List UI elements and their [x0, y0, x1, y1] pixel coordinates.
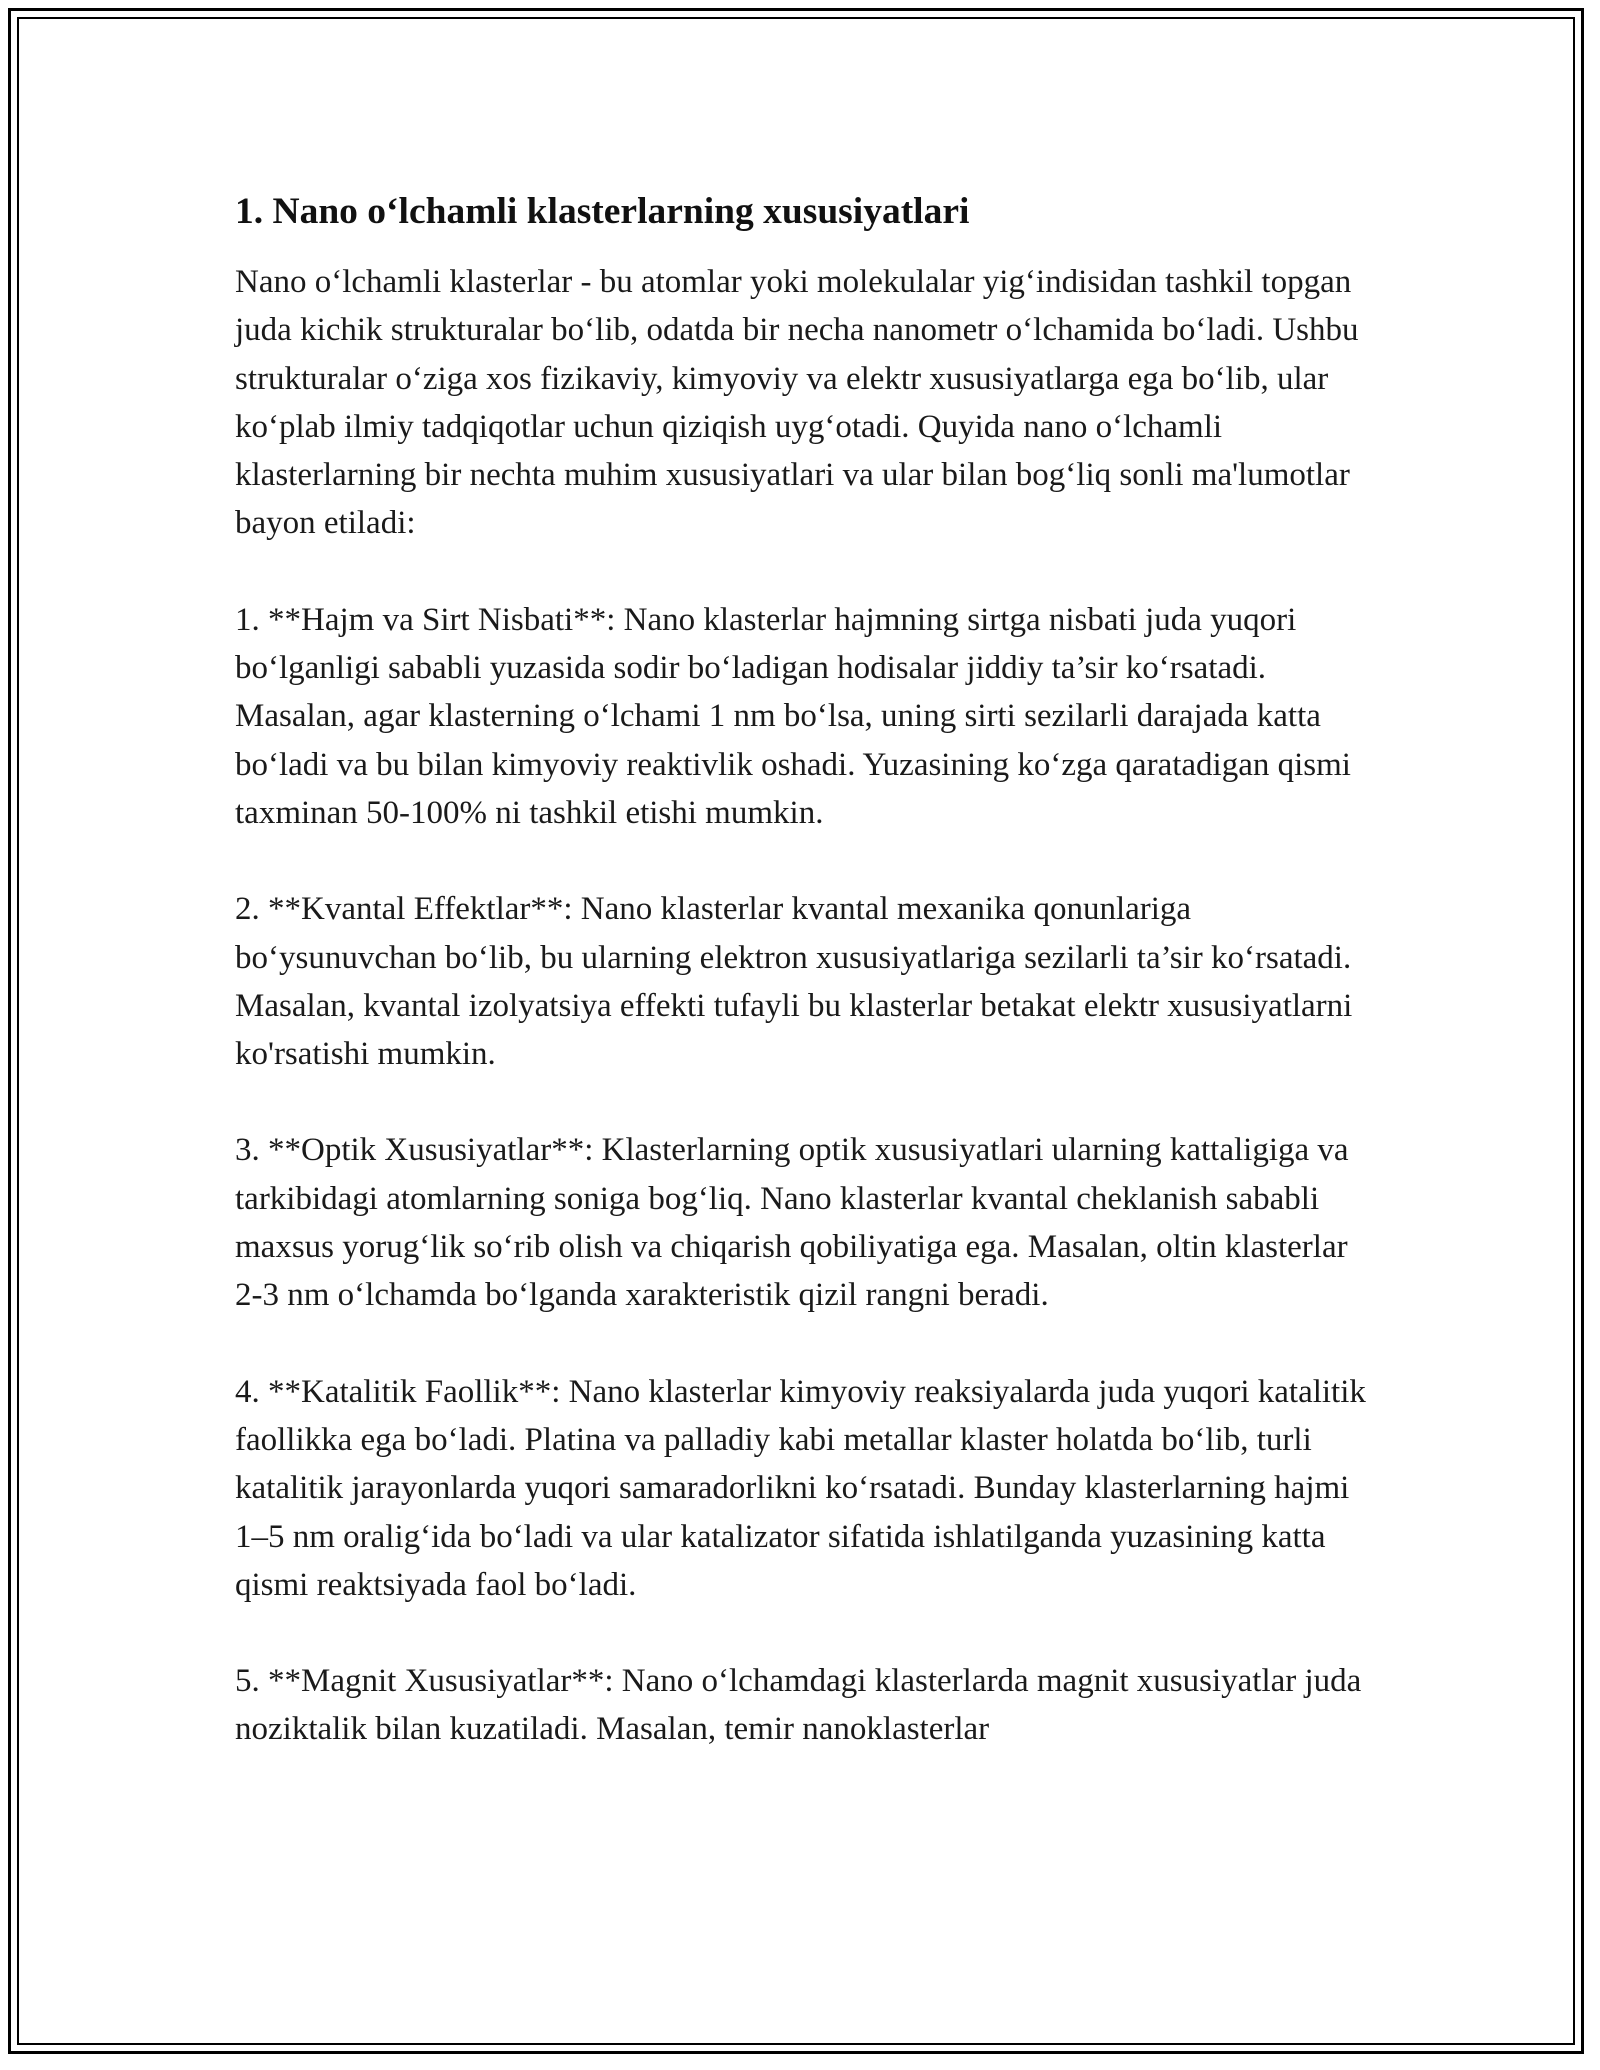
intro-paragraph: Nano o‘lchamli klasterlar - bu atomlar yoki molekulalar yig‘indisidan tashkil topgan juda kichik strukturalar bo‘lib, odatda bir necha nanometr o‘lchamida bo‘ladi. Ushbu strukturalar o‘ziga xos fizikaviy, kimyoviy va elektr xususiyatlarga ega bo‘lib, ular ko‘plab ilmiy tadqiqotlar uchun qiziqish uyg‘otadi. Quyida nano o‘lchamli klasterlarning bir nechta muhim xususiyatlari va ular bilan bog‘liq sonli ma'lumotlar bayon etiladi: [235, 264, 1359, 542]
section-heading: 1. Nano o‘lchamli klasterlarning xususiyatlari [235, 191, 970, 232]
paragraph-volume-surface-ratio: 1. **Hajm va Sirt Nisbati**: Nano klasterlar hajmning sirtga nisbati juda yuqori bo‘lganligi sababli yuzasida sodir bo‘ladigan hodisalar jiddiy ta’sir ko‘rsatadi. Masalan, agar klasterning o‘lchami 1 nm bo‘lsa, uning sirti sezilarli darajada katta bo‘ladi va bu bilan kimyoviy reaktivlik oshadi. Yuzasining ko‘zga qaratadigan qismi taxminan 50-100% ni tashkil etishi mumkin. [235, 601, 1351, 831]
paragraph-optical-properties: 3. **Optik Xususiyatlar**: Klasterlarning optik xususiyatlari ularning kattaligiga va tarkibidagi atomlarning soniga bog‘liq. Nano klasterlar kvantal cheklanish sababli maxsus yorug‘lik so‘rib olish va chiqarish qobiliyatiga ega. Masalan, oltin klasterlar 2-3 nm o‘lchamda bo‘lganda xarakteristik qizil rangni beradi. [235, 1132, 1349, 1314]
paragraph-catalytic-activity: 4. **Katalitik Faollik**: Nano klasterlar kimyoviy reaksiyalarda juda yuqori katalitik faollikka ega bo‘ladi. Platina va palladiy kabi metallar klaster holatda bo‘lib, turli katalitik jarayonlarda yuqori samaradorlikni ko‘rsatadi. Bunday klasterlarning hajmi 1–5 nm oralig‘ida bo‘ladi va ular katalizator sifatida ishlatilganda yuzasining katta qismi reaktsiyada faol bo‘ladi. [235, 1373, 1366, 1603]
document-body [235, 188, 1380, 1754]
paragraph-magnetic-properties: 5. **Magnit Xususiyatlar**: Nano o‘lchamdagi klasterlarda magnit xususiyatlar juda noziktalik bilan kuzatiladi. Masalan, temir nanoklasterlar [235, 1663, 1362, 1748]
paragraph-quantum-effects: 2. **Kvantal Effektlar**: Nano klasterlar kvantal mexanika qonunlariga bo‘ysunuvchan bo‘lib, bu ularning elektron xususiyatlariga sezilarli ta’sir ko‘rsatadi. Masalan, kvantal izolyatsiya effekti tufayli bu klasterlar betakat elektr xususiyatlarni ko'rsatishi mumkin. [235, 891, 1353, 1073]
